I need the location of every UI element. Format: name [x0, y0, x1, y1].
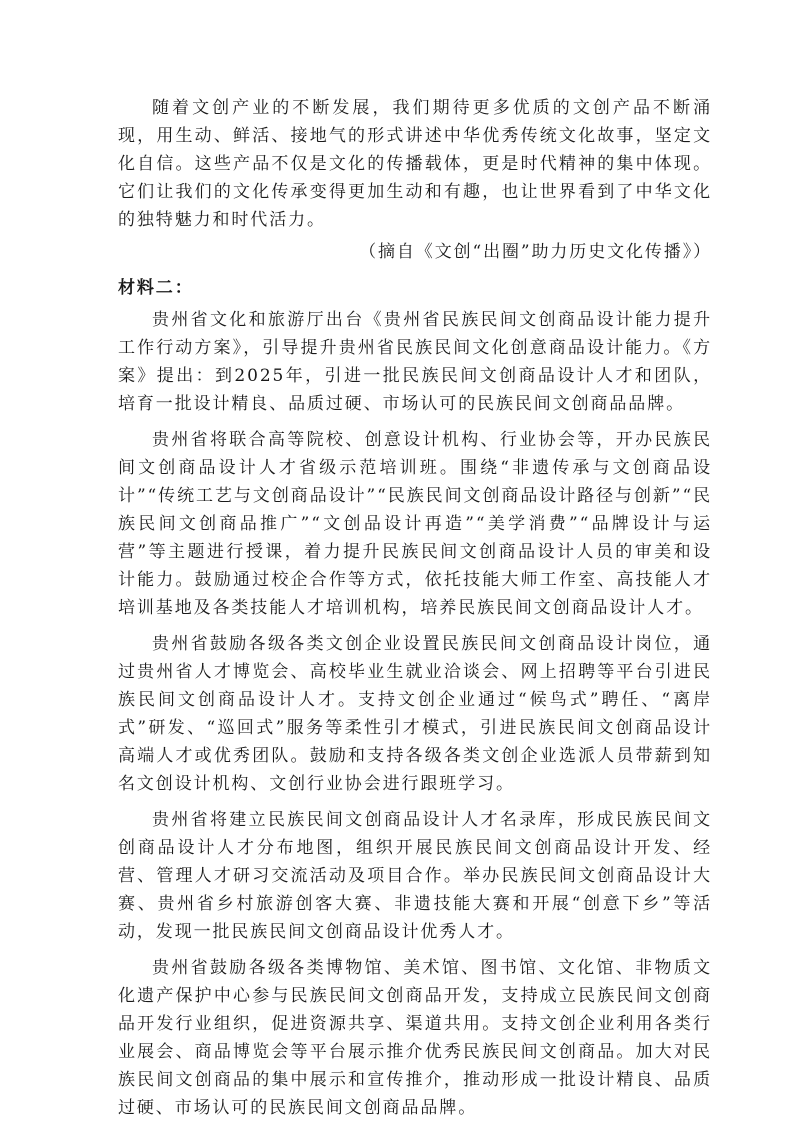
material-two-heading: 材料二： [118, 278, 194, 298]
material-two-paragraph-1: 贵州省文化和旅游厅出台《贵州省民族民间文创商品设计能力提升工作行动方案》，引导提升贵州省民族民间文化创意商品设计能力。《方案》提出：到2025年，引进一批民族民间文创商品设计人才和团队，培育一批设计精良、品质过硬、市场认可的民族民间文创商品品牌。 [118, 310, 712, 414]
material-two-paragraph-4: 贵州省将建立民族民间文创商品设计人才名录库，形成民族民间文创商品设计人才分布地图，组织开展民族民间文创商品设计开发、经营、管理人才研习交流活动及项目合作。举办民族民间文创商品设计大赛、贵州省乡村旅游创客大赛、非遗技能大赛和开展“创意下乡”等活动，发现一批民族民间文创商品设计优秀人才。 [118, 810, 712, 942]
material-two-paragraph-3: 贵州省鼓励各级各类文创企业设置民族民间文创商品设计岗位，通过贵州省人才博览会、高校毕业生就业洽谈会、网上招聘等平台引进民族民间文创商品设计人才。支持文创企业通过“候鸟式”聘任、“离岸式”研发、“巡回式”服务等柔性引才模式，引进民族民间文创商品设计高端人才或优秀团队。鼓励和支持各级各类文创企业选派人员带薪到知名文创设计机构、文创行业协会进行跟班学习。 [118, 634, 712, 794]
material-two-paragraph-5: 贵州省鼓励各级各类博物馆、美术馆、图书馆、文化馆、非物质文化遗产保护中心参与民族民间文创商品开发，支持成立民族民间文创商品开发行业组织，促进资源共享、渠道共用。支持文创企业利用各类行业展会、商品博览会等平台展示推介优秀民族民间文创商品。加大对民族民间文创商品的集中展示和宣传推介，推动形成一批设计精良、品质过硬、市场认可的民族民间文创商品品牌。 [118, 958, 712, 1118]
material-two-paragraph-2: 贵州省将联合高等院校、创意设计机构、行业协会等，开办民族民间文创商品设计人才省级示范培训班。围绕“非遗传承与文创商品设计”“传统工艺与文创商品设计”“民族民间文创商品设计路径与创新”“民族民间文创商品推广”“文创品设计再造”“美学消费”“品牌设计与运营”等主题进行授课，着力提升民族民间文创商品设计人员的审美和设计能力。鼓励通过校企合作等方式，依托技能大师工作室、高技能人才培训基地及各类技能人才培训机构，培养民族民间文创商品设计人才。 [118, 430, 712, 618]
material-one-closing-paragraph: 随着文创产业的不断发展，我们期待更多优质的文创产品不断涌现，用生动、鲜活、接地气的形式讲述中华优秀传统文化故事，坚定文化自信。这些产品不仅是文化的传播载体，更是时代精神的集中体现。它们让我们的文化传承变得更加生动和有趣，也让世界看到了中华文化的独特魅力和时代活力。 [118, 98, 712, 230]
material-one-source-citation: （摘自《文创“出圈”助力历史文化传播》） [359, 242, 712, 262]
